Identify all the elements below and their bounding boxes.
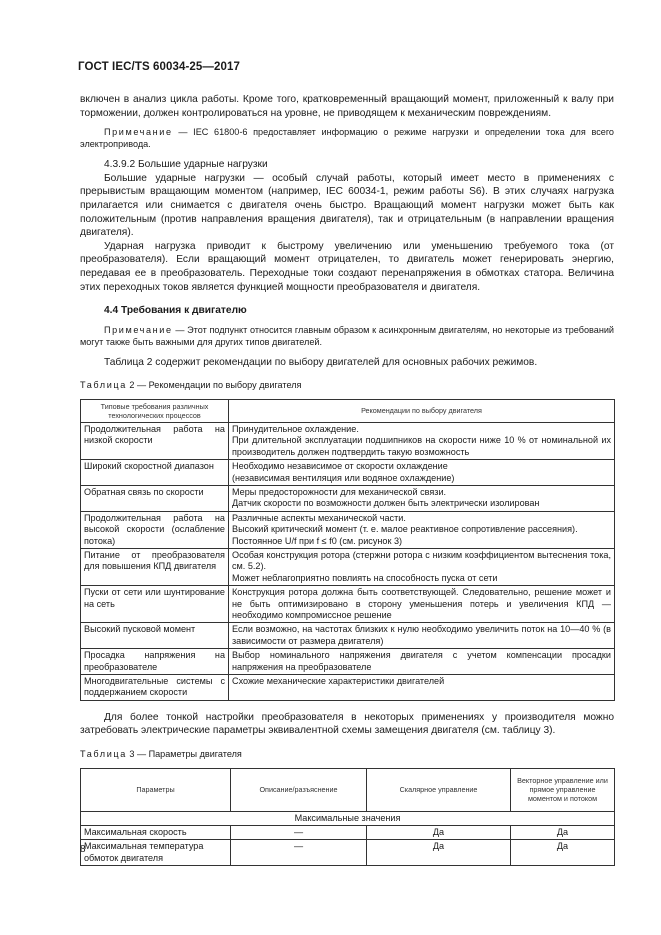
table-row [81,460,615,486]
paragraph: Таблица 2 содержит рекомендации по выбору двигателей для основных рабочих режимов. [104,356,538,368]
note-label: Примечание [104,324,173,335]
note [80,324,614,348]
table-header-cell: Описание/разъяснение [231,768,367,811]
recommendation-line: Меры предосторожности для механической связи. [232,486,447,497]
recommendation-line: При длительной эксплуатации подшипников на скорости ниже 10 % от номинальной их производитель должен подтвердить такую возможность [232,435,611,457]
paragraph: включен в анализ цикла работы. Кроме того, кратковременный вращающий момент, приложенный к валу при торможении, должен контролироваться на уровне, не приводящем к механическим повреждениям. [80,94,614,119]
table-header-row [81,399,615,422]
table-header-cell: Рекомендации по выбору двигателя [229,399,615,422]
recommendation-line: Высокий критический момент (т. е. малое реактивное сопротивление рассеяния). [232,524,578,535]
note-label: Примечание [104,127,173,138]
section-cell: Максимальные значения [81,811,615,825]
note-text: — Этот подпункт относится главным образом к асинхронным двигателям, но некоторые из требований могут также быть важными для других типов двигателей. [80,324,614,347]
requirement-cell: Пуски от сети или шунтирование на сеть [81,586,229,623]
table-caption-label: Таблица [80,749,127,760]
recommendation-line: Если возможно, на частотах близких к нулю необходимо увеличить поток на 10—40 % (в зависимости от размера двигателя) [232,624,611,646]
recommendation-cell [229,485,615,511]
scalar-control-cell: Да [367,840,511,866]
table-header-cell: Скалярное управление [367,768,511,811]
paragraph: Для более тонкой настройки преобразователя в некоторых применениях у производителя можно затребовать электрические параметры эквивалентной схемы замещения двигателя (см. таблицу 3). [80,711,614,737]
table-row [81,675,615,701]
requirement-cell: Продолжительная работа на низкой скорости [81,422,229,459]
motor-parameters-table [80,768,615,867]
vector-control-cell: Да [511,826,615,840]
table-header-cell: Параметры [81,768,231,811]
recommendation-line: Конструкция ротора должна быть соответствующей. Следовательно, решение может и не быть оптимизировано в сторону уменьшения потерь и увеличения КПД — необходимо компромиссное решение [232,587,611,620]
recommendation-cell [229,422,615,459]
table-row [81,422,615,459]
recommendation-line: Различные аспекты механической части. [232,512,406,523]
recommendation-line: Постоянное U/f при f ≤ f0 (см. рисунок 3) [232,535,403,546]
requirement-cell: Высокий пусковой момент [81,623,229,649]
requirement-cell: Продолжительная работа на высокой скорости (ослабление потока) [81,511,229,548]
recommendation-line: Может неблагоприятно повлиять на способность пуска от сети [232,572,498,583]
recommendation-line: Датчик скорости по возможности должен быть электрически изолирован [232,498,540,509]
paragraph: Большие ударные нагрузки — особый случай работы, который имеет место в применениях с прерывистым вращающим моментом (например, IEC 60034-1, режим работы S6). В этих случаях нагрузка прилагается или снимается с двигателя очень быстро. Вращающий момент нагрузки может быть как положительным (против направления вращения двигателя), так и отрицательным (в направлении вращения двигателя). [80,172,614,239]
description-cell: — [231,840,367,866]
recommendation-line: Выбор номинального напряжения двигателя с учетом компенсации просадки напряжения на преобразователе [232,650,611,672]
table-caption-text: 3 — Параметры двигателя [126,749,242,760]
motor-selection-table [80,399,615,701]
table-section-row [81,811,615,825]
recommendation-line: Схожие механические характеристики двигателей [232,676,445,687]
note-text: — IEC 61800-6 предоставляет информацию о режиме нагрузки и определении тока для всего электропривода. [80,127,614,150]
table-header-cell: Типовые требования различных технологических процессов [81,399,229,422]
table-row [81,649,615,675]
recommendation-line: (независимая вентиляция или водяное охлаждение) [232,472,455,483]
description-cell: — [231,826,367,840]
table-caption [80,379,614,393]
recommendation-cell [229,511,615,548]
table-row [81,623,615,649]
requirement-cell: Широкий скоростной диапазон [81,460,229,486]
scalar-control-cell: Да [367,826,511,840]
vector-control-cell: Да [511,840,615,866]
recommendation-cell [229,649,615,675]
table-row [81,511,615,548]
parameter-cell: Максимальная скорость [81,826,231,840]
table-caption-text: 2 — Рекомендации по выбору двигателя [126,380,302,391]
paragraph: Ударная нагрузка приводит к быстрому увеличению или уменьшению требуемого тока (от преобразователя). Если вращающий момент отрицателен, то двигатель может генерировать энергию, передавая ее в преобразователь. Переходные токи создают перенапряжения в обмотках статора. Величина этих переходных токов является функцией мощности преобразователя и двигателя. [80,240,614,293]
recommendation-cell [229,675,615,701]
recommendation-line: Принудительное охлаждение. [232,423,359,434]
table-caption-label: Таблица [80,380,127,391]
table-row [81,840,615,866]
note [80,126,614,150]
table-row [81,586,615,623]
table-caption [80,748,614,762]
table-header-cell: Векторное управление или прямое управление моментом и потоком [511,768,615,811]
requirement-cell: Многодвигательные системы с поддержанием скорости [81,675,229,701]
requirement-cell: Обратная связь по скорости [81,485,229,511]
requirement-cell: Питание от преобразователя для повышения КПД двигателя [81,548,229,585]
table-row [81,826,615,840]
page-number: 8 [80,844,86,855]
requirement-cell: Просадка напряжения на преобразователе [81,649,229,675]
standard-id: ГОСТ IEC/TS 60034-25—2017 [78,61,240,73]
table-header-row [81,768,615,811]
parameter-cell: Максимальная температура обмоток двигателя [81,840,231,866]
page-content [80,93,614,866]
recommendation-cell [229,460,615,486]
table-row [81,485,615,511]
table-row [81,548,615,585]
section-heading: 4.4 Требования к двигателю [104,305,247,317]
recommendation-cell [229,548,615,585]
recommendation-line: Особая конструкция ротора (стержни ротора с низким коэффициентом вытеснения тока, см. 5.2). [232,549,611,572]
recommendation-cell [229,623,615,649]
recommendation-line: Необходимо независимое от скорости охлаждение [232,461,448,472]
subsection-heading: 4.3.9.2 Большие ударные нагрузки [104,159,268,171]
recommendation-cell [229,586,615,623]
